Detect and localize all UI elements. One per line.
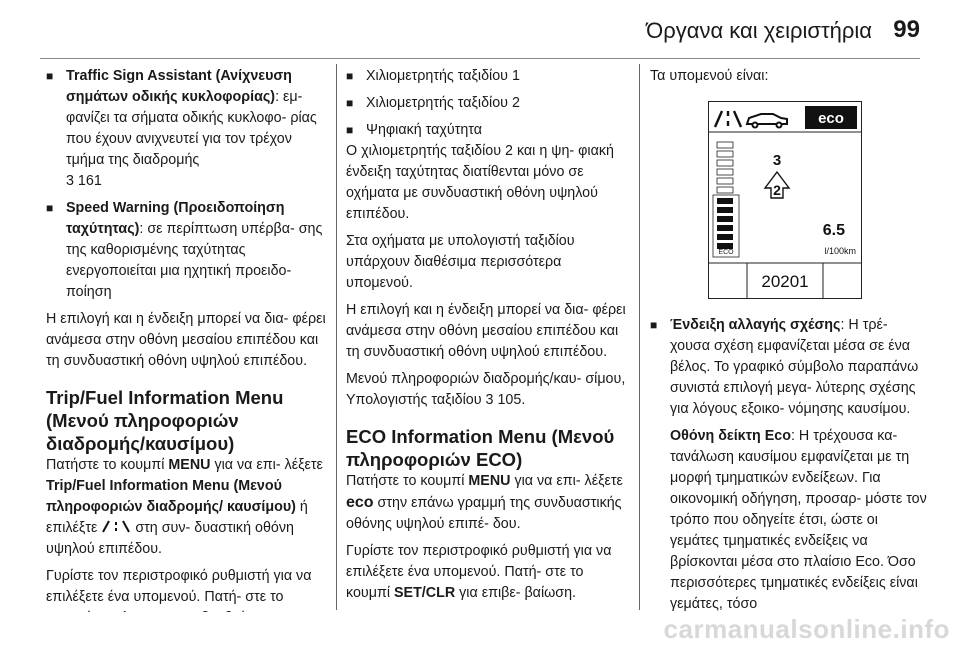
watermark-footer [0,612,960,642]
trip-icon [715,111,741,127]
bullet-gear-shift [650,315,928,420]
key-label: SET/CLR [394,585,456,601]
page-reference: 3 161 [66,173,102,189]
menu-key: MENU [468,473,511,489]
watermark: carmanualsonline.info [663,614,950,644]
car-icon [747,114,787,128]
eco-box-label: ECO [718,249,734,256]
recommended-gear: 3 [772,152,782,169]
header-rule [40,58,920,59]
page-header [0,0,960,62]
paragraph: Πατήστε το κουμπί MENU για να επι- λέξετε eco στην επάνω γραμμή της συνδυαστικής οθόνης υψηλού επιπέ- δου. [346,473,623,532]
section-heading: ECO Information Menu (Μενού πληροφοριών ECO) [346,426,615,470]
column-3 [650,66,928,615]
column-divider [336,64,337,610]
eco-inline-label: eco [346,494,374,511]
paragraph: Η επιλογή και η ένδειξη μπορεί να δια- φέρει ανάμεσα στην οθόνη μεσαίου επιπέδου και τη συνδυαστική οθόνη υψηλού επιπέδου. [346,302,626,360]
term: Speed Warning (Προειδοποίηση ταχύτητας) [66,200,285,237]
list-item: ■ Χιλιομετρητής ταξιδίου 2 [346,93,628,114]
description: : Η τρέ- χουσα σχέση εμφανίζεται μέσα σε ένα βέλος. Το γραφικό σύμβολο παραπάνω συνιστά επιλογή μεγα- λύτερης σχέσης για λόγους εξοικο- νόμησης καυσίμου. [670,317,919,417]
consumption-unit: l/100km [824,246,856,256]
trip-icon [101,520,131,533]
list-item: ■ Χιλιομετρητής ταξιδίου 1 [346,66,628,87]
paragraph: Γυρίστε τον περιστροφικό ρυθμιστή για να επιλέξετε ένα υπομενού. Πατή- στε το κουμπί SET/CLR για επιβε- βαίωση. [346,543,612,601]
menu-name: Trip/Fuel Information Menu (Μενού πληροφοριών διαδρομής/ καυσίμου) [46,478,296,515]
intro-text: Τα υπομενού είναι: [650,68,769,84]
paragraph: Μενού πληροφοριών διαδρομής/καυ- σίμου, Υπολογιστής ταξιδίου 3 105. [346,371,626,408]
eco-tab-label: eco [818,110,844,127]
eco-display-illustration [708,101,862,299]
column-2 [346,66,628,604]
fuel-consumption-value: 6.5 [822,222,845,239]
odometer-value: 20201 [761,272,809,291]
term: Οθόνη δείκτη Eco [670,428,791,444]
eco-display-graphic [709,102,861,298]
paragraph: Ο χιλιομετρητής ταξιδίου 2 και η ψη- φιακή ένδειξη ταχύτητας διατίθενται μόνο σε οχήματα με συνδυαστική οθόνη υψηλού επιπέδου. [346,143,614,222]
list-item: ■ Ψηφιακή ταχύτητα [346,120,628,141]
bullet-speed-warning [46,198,328,303]
eco-segment-indicator [713,142,739,257]
column-divider [639,64,640,610]
description: : σε περίπτωση υπέρβα- σης της καθορισμένης ταχύτητας ενεργοποιείται μια ηχητική προειδο- ποίηση [66,221,323,300]
paragraph: Γυρίστε τον περιστροφικό ρυθμιστή για να επιλέξετε ένα υπομενού. Πατή- στε το [46,566,328,629]
menu-key: MENU [168,457,211,473]
page-title: Όργανα και χειριστήρια [646,18,872,43]
description: : εμ- φανίζει τα σήματα οδικής κυκλοφο- ρίας που έχουν ανιχνευτεί για τον τρέχον τμήμα της διαδρομής [66,89,317,168]
paragraph: Η επιλογή και η ένδειξη μπορεί να δια- φέρει ανάμεσα στην οθόνη μεσαίου επιπέδου και τη συνδυαστική οθόνη υψηλού επιπέδου. [46,311,326,369]
paragraph: Πατήστε το κουμπί MENU για να επι- λέξετε Trip/Fuel Information Menu (Μενού πληροφοριών διαδρομής/ καυσίμου) ή επιλέξτε στη συν- δυαστική οθόνη υψηλού επιπέδου. [46,457,323,557]
bullet-traffic-sign [46,66,328,171]
section-heading: Trip/Fuel Information Menu (Μενού πληροφοριών διαδρομής/καυσίμου) [46,387,284,454]
description: : Η τρέχουσα κα- τανάλωση καυσίμου εμφανίζεται με τη μορφή τμηματικών ενδείξεων. Για οικονομική οδήγηση, προσαρ- μόστε τον τρόπο που οδηγείτε έτσι, ώστε οι γεμάτες τμηματικές ενδείξεις να βρίσκονται μέσα στο πλαίσιο Eco. Όσο περισσότερες τμηματικές ενδείξεις είναι γεμάτες, τόσο [670,428,927,612]
term: Ένδειξη αλλαγής σχέσης [670,317,841,333]
term: Traffic Sign Assistant (Ανίχνευση σημάτων οδικής κυκλοφορίας) [66,68,292,105]
paragraph: Στα οχήματα με υπολογιστή ταξιδίου υπάρχουν διαθέσιμα περισσότερα υπομενού. [346,233,575,291]
page-number: 99 [893,16,920,43]
page-reference: 3 105. [485,392,526,408]
current-gear: 2 [773,182,781,198]
eco-index-paragraph [650,426,928,615]
column-1 [46,66,328,629]
